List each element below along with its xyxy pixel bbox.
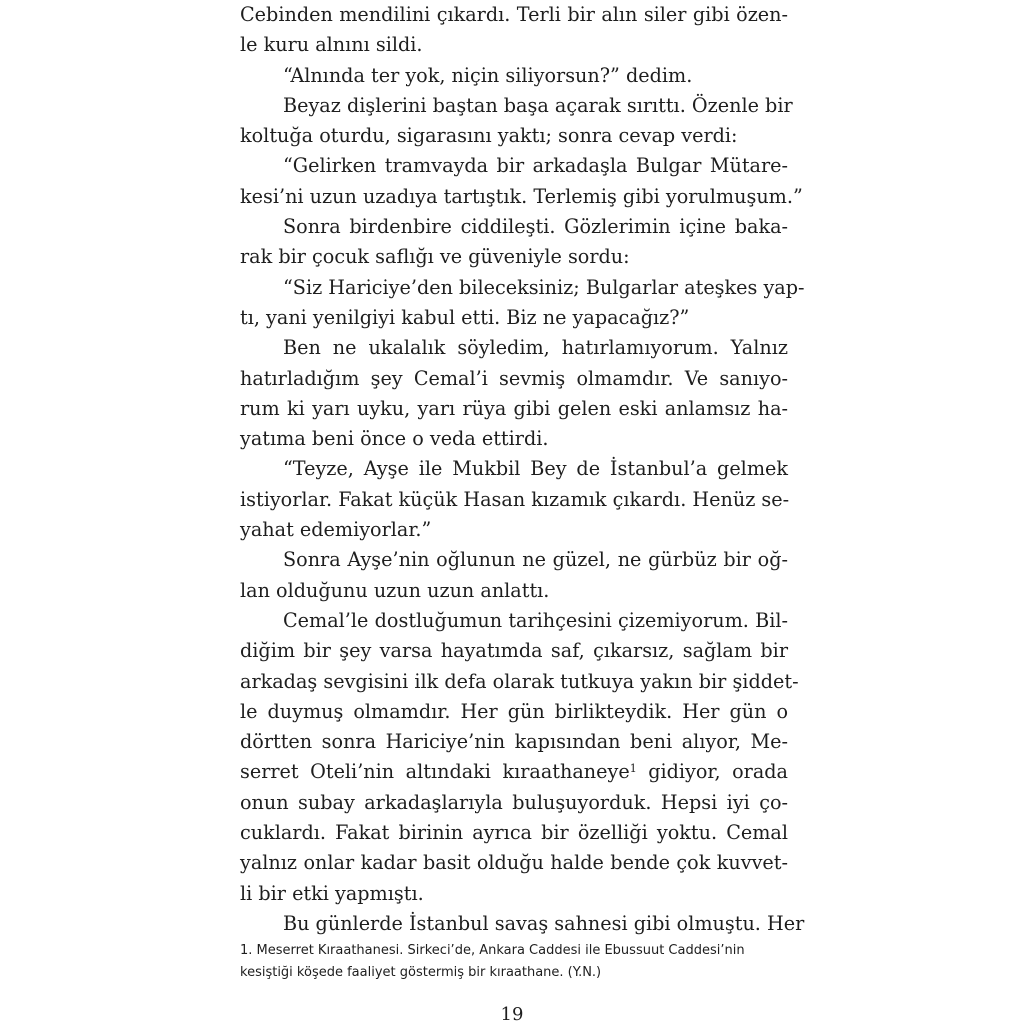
text-line: yalnız onlar kadar basit olduğu halde bende çok kuvvet-: [240, 851, 788, 875]
text-line: Bu günlerde İstanbul savaş sahnesi gibi olmuştu. Her: [283, 911, 805, 935]
text-line: koltuğa oturdu, sigarasını yaktı; sonra cevap verdi:: [240, 124, 738, 148]
text-line-tail: gidiyor, orada: [636, 760, 788, 784]
text-line: Sonra birdenbire ciddileşti. Gözlerimin içine baka-: [283, 215, 788, 239]
text-line: diğim bir şey varsa hayatımda saf, çıkarsız, sağlam bir: [240, 639, 788, 663]
text-line: Sonra Ayşe’nin oğlunun ne güzel, ne gürbüz bir oğ-: [283, 548, 788, 572]
text-line: arkadaş sevgisini ilk defa olarak tutkuya yakın bir şiddet-: [240, 669, 799, 693]
text-line-head: serret Oteli’nin altındaki kıraathaneye: [240, 760, 630, 784]
text-line: cuklardı. Fakat birinin ayrıca bir özelliği yoktu. Cemal: [240, 821, 788, 845]
text-line: tı, yani yenilgiyi kabul etti. Biz ne yapacağız?”: [240, 305, 690, 329]
text-line-with-footnote: [240, 757, 788, 787]
text-line: Cemal’le dostluğumun tarihçesini çizemiyorum. Bil-: [283, 608, 788, 632]
text-line: “Teyze, Ayşe ile Mukbil Bey de İstanbul’a gelmek: [283, 457, 788, 481]
footnote: [240, 940, 788, 984]
text-line: li bir etki yapmıştı.: [240, 881, 424, 905]
text-line: “Alnında ter yok, niçin siliyorsun?” dedim.: [283, 63, 693, 87]
text-line: onun subay arkadaşlarıyla buluşuyorduk. Hepsi iyi ço-: [240, 790, 788, 814]
body-text: [240, 0, 805, 939]
text-line: le duymuş olmamdır. Her gün birlikteydik. Her gün o: [240, 699, 788, 723]
text-line: yatıma beni önce o veda ettirdi.: [240, 427, 549, 451]
text-line: rak bir çocuk saflığı ve güveniyle sordu:: [240, 245, 630, 269]
footnote-reference: 1: [629, 762, 637, 776]
page-number: 19: [500, 1004, 524, 1025]
text-line: Ben ne ukalalık söyledim, hatırlamıyorum. Yalnız: [283, 336, 788, 360]
text-line: kesi’ni uzun uzadıya tartıştık. Terlemiş gibi yorulmuşum.”: [240, 184, 803, 208]
footnote-line: 1. Meserret Kıraathanesi. Sirkeci’de, Ankara Caddesi ile Ebussuut Caddesi’nin: [240, 943, 745, 958]
footnote-line: kesiştiği köşede faaliyet göstermiş bir kıraathane. (Y.N.): [240, 965, 602, 980]
text-line: lan olduğunu uzun uzun anlattı.: [240, 578, 550, 602]
text-line: Cebinden mendilini çıkardı. Terli bir alın siler gibi özen-: [240, 3, 788, 26]
text-line: hatırladığım şey Cemal’i sevmiş olmamdır. Ve sanıyo-: [240, 366, 788, 390]
text-line: “Gelirken tramvayda bir arkadaşla Bulgar Mütare-: [283, 154, 788, 178]
text-line: dörtten sonra Hariciye’nin kapısından beni alıyor, Me-: [240, 730, 788, 754]
text-line: yahat edemiyorlar.”: [240, 518, 432, 542]
text-line: “Siz Hariciye’den bileceksiniz; Bulgarlar ateşkes yap-: [283, 275, 805, 299]
text-line: le kuru alnını sildi.: [240, 33, 423, 57]
text-line: istiyorlar. Fakat küçük Hasan kızamık çıkardı. Henüz se-: [240, 487, 790, 511]
text-line: Beyaz dişlerini baştan başa açarak sırıttı. Özenle bir: [283, 93, 793, 117]
text-line: rum ki yarı uyku, yarı rüya gibi gelen eski anlamsız ha-: [240, 396, 788, 420]
